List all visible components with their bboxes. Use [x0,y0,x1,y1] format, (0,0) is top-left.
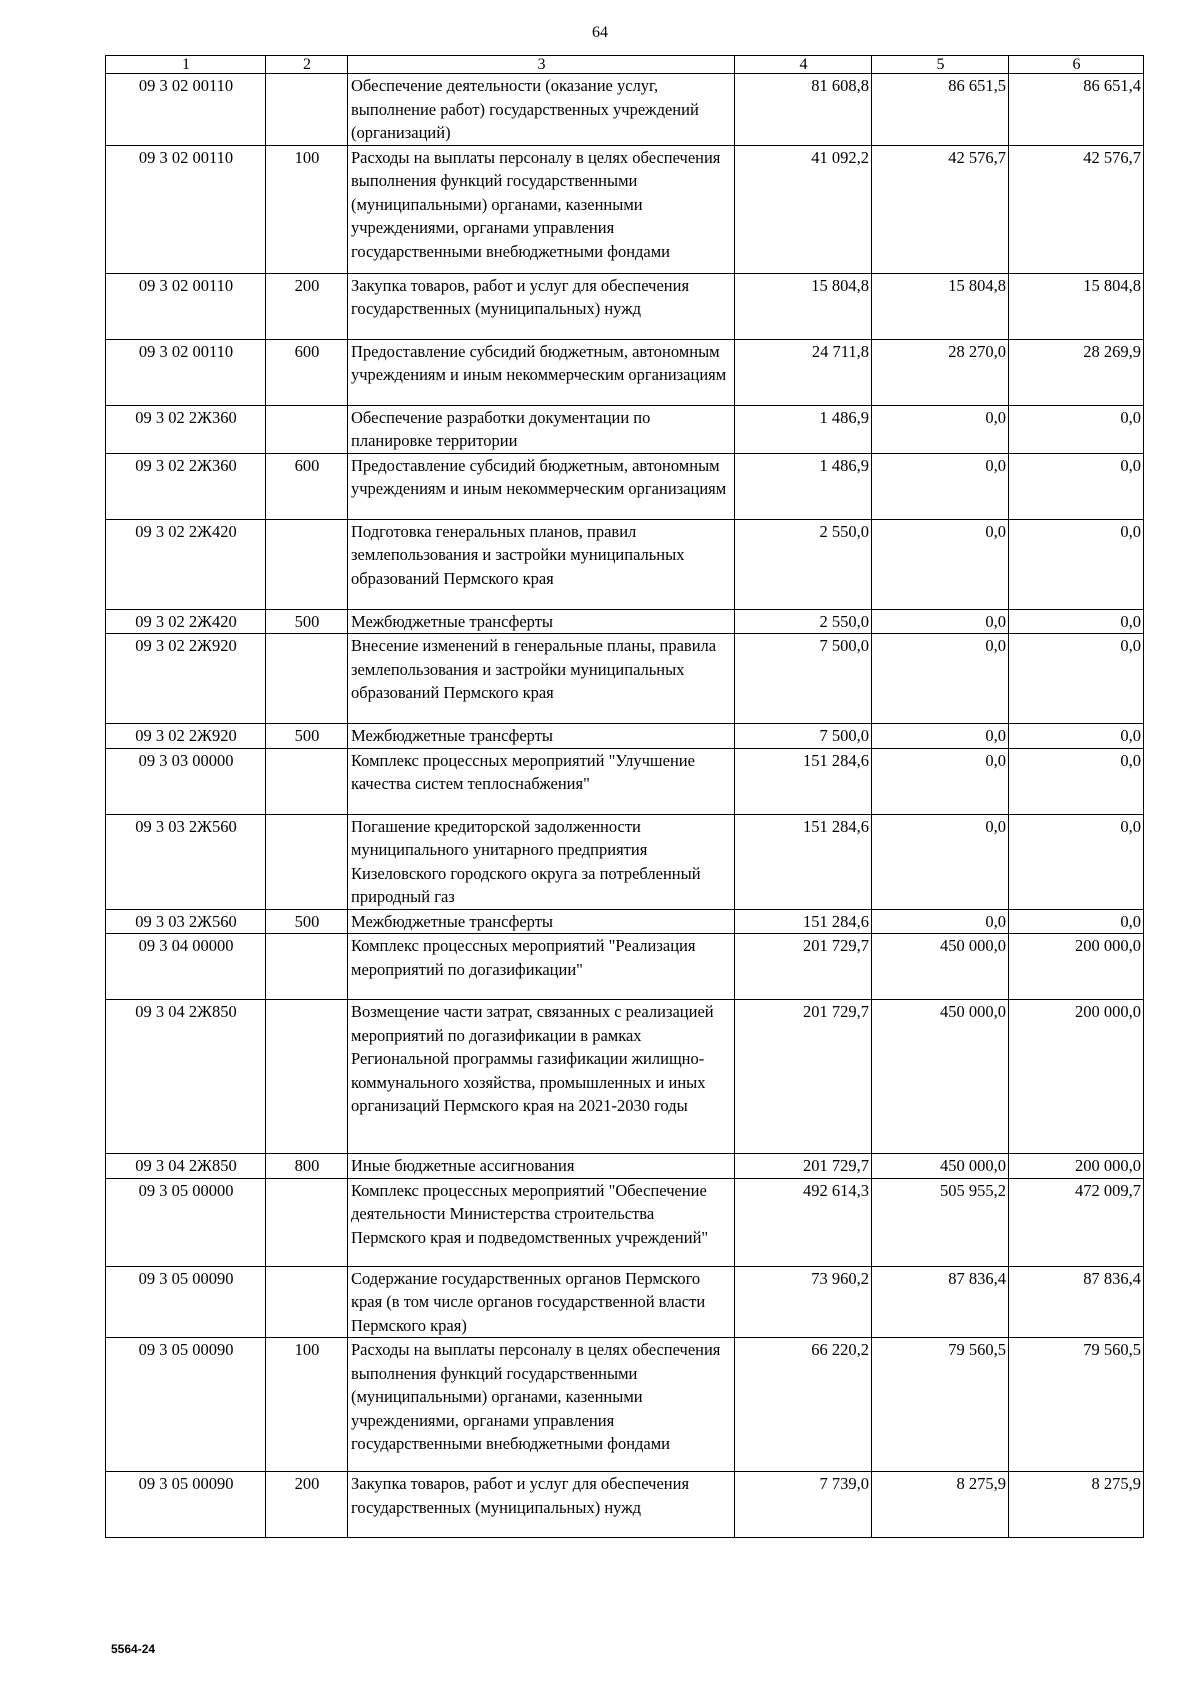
table-row [106,453,1144,519]
table-row [106,748,1144,814]
table-row [106,634,1144,724]
cell-code: 09 3 03 00000 [106,748,266,814]
cell-v5: 0,0 [872,453,1009,519]
table-row [106,1472,1144,1538]
cell-vr: 100 [266,1338,348,1472]
cell-v4: 201 729,7 [735,934,872,1000]
cell-code: 09 3 02 2Ж920 [106,634,266,724]
cell-code: 09 3 04 00000 [106,934,266,1000]
col-header-6: 6 [1009,56,1144,74]
cell-v6: 0,0 [1009,909,1144,934]
cell-vr: 200 [266,1472,348,1538]
cell-v4: 2 550,0 [735,609,872,634]
cell-v4: 201 729,7 [735,1154,872,1179]
cell-v6: 87 836,4 [1009,1266,1144,1338]
col-header-5: 5 [872,56,1009,74]
col-header-2: 2 [266,56,348,74]
cell-v6: 0,0 [1009,609,1144,634]
cell-v5: 0,0 [872,909,1009,934]
cell-v4: 1 486,9 [735,405,872,453]
cell-v5: 0,0 [872,748,1009,814]
table-row [106,934,1144,1000]
col-header-3: 3 [348,56,735,74]
cell-v5: 15 804,8 [872,273,1009,339]
cell-vr [266,1266,348,1338]
cell-v5: 450 000,0 [872,1154,1009,1179]
cell-code: 09 3 05 00090 [106,1338,266,1472]
cell-vr [266,405,348,453]
cell-v4: 73 960,2 [735,1266,872,1338]
cell-v4: 492 614,3 [735,1178,872,1266]
cell-v6: 8 275,9 [1009,1472,1144,1538]
cell-v4: 15 804,8 [735,273,872,339]
cell-name: Предоставление субсидий бюджетным, автономным учреждениям и иным некоммерческим организациям [348,339,735,405]
cell-name: Межбюджетные трансферты [348,609,735,634]
cell-vr [266,74,348,146]
cell-name: Расходы на выплаты персоналу в целях обеспечения выполнения функций государственными (муниципальными) органами, казенными учреждениями, органами управления государственными внебюджетными фондами [348,1338,735,1472]
cell-vr: 600 [266,453,348,519]
cell-vr: 600 [266,339,348,405]
cell-vr [266,748,348,814]
table-row [106,519,1144,609]
table-row [106,273,1144,339]
table-row [106,405,1144,453]
cell-code: 09 3 02 2Ж360 [106,453,266,519]
cell-vr: 100 [266,145,348,273]
table-row [106,1000,1144,1154]
cell-v5: 28 270,0 [872,339,1009,405]
cell-code: 09 3 05 00090 [106,1266,266,1338]
table-body [106,74,1144,1538]
cell-v6: 200 000,0 [1009,1154,1144,1179]
cell-vr: 800 [266,1154,348,1179]
cell-code: 09 3 03 2Ж560 [106,814,266,909]
cell-vr: 500 [266,909,348,934]
table-row [106,609,1144,634]
cell-vr [266,519,348,609]
cell-v6: 79 560,5 [1009,1338,1144,1472]
column-number-row [106,56,1144,74]
cell-v6: 0,0 [1009,453,1144,519]
cell-name: Межбюджетные трансферты [348,909,735,934]
cell-v5: 0,0 [872,724,1009,749]
cell-code: 09 3 02 2Ж920 [106,724,266,749]
cell-v5: 86 651,5 [872,74,1009,146]
cell-v4: 201 729,7 [735,1000,872,1154]
cell-vr [266,934,348,1000]
cell-code: 09 3 02 2Ж420 [106,519,266,609]
cell-v6: 28 269,9 [1009,339,1144,405]
table-row [106,1266,1144,1338]
cell-code: 09 3 02 00110 [106,74,266,146]
cell-v4: 81 608,8 [735,74,872,146]
cell-v5: 0,0 [872,405,1009,453]
cell-name: Закупка товаров, работ и услуг для обеспечения государственных (муниципальных) нужд [348,1472,735,1538]
cell-vr [266,634,348,724]
cell-vr: 500 [266,609,348,634]
cell-name: Комплекс процессных мероприятий "Улучшение качества систем теплоснабжения" [348,748,735,814]
table-row [106,74,1144,146]
cell-v4: 7 500,0 [735,724,872,749]
cell-v6: 15 804,8 [1009,273,1144,339]
cell-v5: 79 560,5 [872,1338,1009,1472]
cell-v5: 450 000,0 [872,934,1009,1000]
cell-name: Расходы на выплаты персоналу в целях обеспечения выполнения функций государственными (муниципальными) органами, казенными учреждениями, органами управления государственными внебюджетными фондами [348,145,735,273]
table-row [106,724,1144,749]
cell-code: 09 3 04 2Ж850 [106,1154,266,1179]
cell-v6: 0,0 [1009,748,1144,814]
cell-v6: 0,0 [1009,405,1144,453]
cell-name: Межбюджетные трансферты [348,724,735,749]
table-row [106,1338,1144,1472]
cell-name: Внесение изменений в генеральные планы, правила землепользования и застройки муниципальных образований Пермского края [348,634,735,724]
table-row [106,814,1144,909]
cell-vr: 200 [266,273,348,339]
cell-v5: 42 576,7 [872,145,1009,273]
cell-v6: 0,0 [1009,634,1144,724]
cell-code: 09 3 05 00090 [106,1472,266,1538]
cell-vr [266,814,348,909]
cell-code: 09 3 03 2Ж560 [106,909,266,934]
cell-v4: 1 486,9 [735,453,872,519]
table-row [106,145,1144,273]
cell-name: Комплекс процессных мероприятий "Реализация мероприятий по догазификации" [348,934,735,1000]
cell-v5: 0,0 [872,609,1009,634]
cell-v6: 200 000,0 [1009,934,1144,1000]
cell-name: Предоставление субсидий бюджетным, автономным учреждениям и иным некоммерческим организациям [348,453,735,519]
cell-v5: 450 000,0 [872,1000,1009,1154]
cell-v5: 87 836,4 [872,1266,1009,1338]
cell-v6: 472 009,7 [1009,1178,1144,1266]
cell-v6: 42 576,7 [1009,145,1144,273]
cell-v4: 7 500,0 [735,634,872,724]
table-row [106,339,1144,405]
cell-v6: 200 000,0 [1009,1000,1144,1154]
cell-v4: 151 284,6 [735,909,872,934]
cell-code: 09 3 02 2Ж360 [106,405,266,453]
cell-v5: 8 275,9 [872,1472,1009,1538]
budget-table [105,55,1144,1538]
cell-vr [266,1000,348,1154]
cell-vr [266,1178,348,1266]
document-code: 5564-24 [111,1642,156,1656]
cell-name: Подготовка генеральных планов, правил землепользования и застройки муниципальных образований Пермского края [348,519,735,609]
cell-v6: 0,0 [1009,724,1144,749]
cell-v5: 0,0 [872,634,1009,724]
cell-v6: 0,0 [1009,814,1144,909]
cell-v5: 0,0 [872,814,1009,909]
table-row [106,909,1144,934]
cell-v6: 86 651,4 [1009,74,1144,146]
cell-name: Обеспечение разработки документации по планировке территории [348,405,735,453]
cell-name: Обеспечение деятельности (оказание услуг, выполнение работ) государственных учреждений (организаций) [348,74,735,146]
cell-code: 09 3 02 00110 [106,339,266,405]
cell-v5: 505 955,2 [872,1178,1009,1266]
table-row [106,1154,1144,1179]
cell-v4: 66 220,2 [735,1338,872,1472]
cell-code: 09 3 02 00110 [106,273,266,339]
cell-name: Возмещение части затрат, связанных с реализацией мероприятий по догазификации в рамках Региональной программы газификации жилищно-коммунального хозяйства, промышленных и иных организаций Пермского края на 2021-2030 годы [348,1000,735,1154]
cell-v4: 2 550,0 [735,519,872,609]
cell-v4: 151 284,6 [735,748,872,814]
cell-name: Закупка товаров, работ и услуг для обеспечения государственных (муниципальных) нужд [348,273,735,339]
cell-v4: 41 092,2 [735,145,872,273]
page-number: 64 [592,24,608,41]
col-header-4: 4 [735,56,872,74]
cell-code: 09 3 02 00110 [106,145,266,273]
cell-v4: 24 711,8 [735,339,872,405]
cell-name: Комплекс процессных мероприятий "Обеспечение деятельности Министерства строительства Пермского края и подведомственных учреждений" [348,1178,735,1266]
cell-code: 09 3 02 2Ж420 [106,609,266,634]
cell-vr: 500 [266,724,348,749]
cell-v4: 7 739,0 [735,1472,872,1538]
cell-v5: 0,0 [872,519,1009,609]
cell-name: Содержание государственных органов Пермского края (в том числе органов государственной власти Пермского края) [348,1266,735,1338]
cell-v6: 0,0 [1009,519,1144,609]
cell-name: Погашение кредиторской задолженности муниципального унитарного предприятия Кизеловского городского округа за потребленный природный газ [348,814,735,909]
cell-v4: 151 284,6 [735,814,872,909]
cell-code: 09 3 04 2Ж850 [106,1000,266,1154]
cell-code: 09 3 05 00000 [106,1178,266,1266]
table-row [106,1178,1144,1266]
col-header-1: 1 [106,56,266,74]
cell-name: Иные бюджетные ассигнования [348,1154,735,1179]
